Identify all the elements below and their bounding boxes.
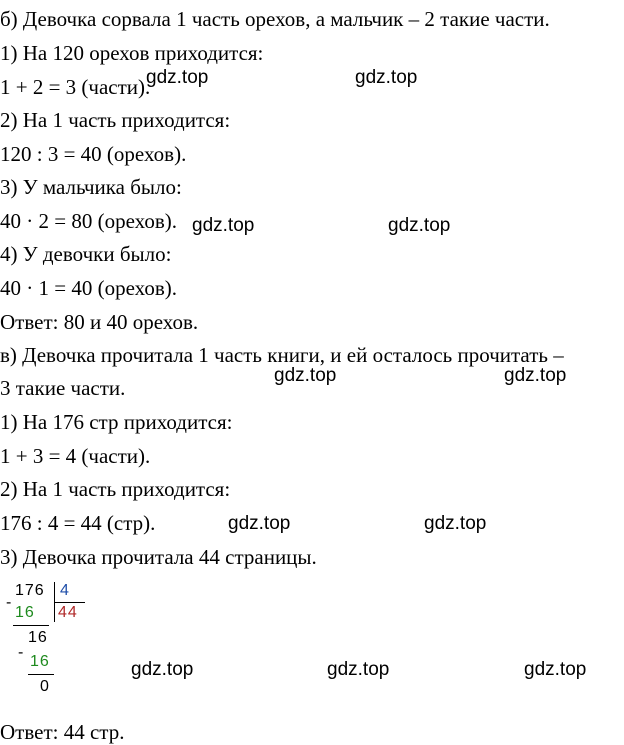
division-underline-2 [28, 674, 54, 675]
division-quotient: 44 [58, 604, 78, 621]
watermark: gdz.top [131, 659, 194, 680]
step-b-1-heading: 1) На 120 орехов приходится: [0, 41, 264, 65]
answer-b-result: Ответ: 80 и 40 орехов. [0, 310, 199, 334]
watermark: gdz.top [146, 67, 209, 88]
watermark: gdz.top [524, 659, 587, 680]
answer-b-intro: б) Девочка сорвала 1 часть орехов, а мальчик – 2 такие части. [0, 7, 550, 31]
answer-v-intro: в) Девочка прочитала 1 часть книги, и ей осталось прочитать – [0, 343, 564, 367]
division-subtract-1: 16 [15, 604, 35, 621]
division-underline-1 [13, 625, 49, 626]
step-v-1-expression: 1 + 3 = 4 (части). [0, 444, 151, 468]
division-final-remainder: 0 [40, 678, 50, 695]
answer-v-result: Ответ: 44 стр. [0, 720, 125, 744]
step-b-4-expression: 40 · 1 = 40 (орехов). [0, 276, 177, 300]
step-b-4-heading: 4) У девочки было: [0, 242, 172, 266]
long-division [0, 580, 110, 702]
division-dividend: 176 [15, 582, 45, 599]
step-b-2-expression: 120 : 3 = 40 (орехов). [0, 142, 187, 166]
watermark: gdz.top [424, 513, 487, 534]
division-divisor-underline [55, 602, 85, 603]
division-divisor: 4 [60, 582, 70, 599]
step-b-3-expression: 40 · 2 = 80 (орехов). [0, 209, 177, 233]
step-v-3-heading: 3) Девочка прочитала 44 страницы. [0, 545, 317, 569]
step-b-2-heading: 2) На 1 часть приходится: [0, 108, 231, 132]
step-v-1-heading: 1) На 176 стр приходится: [0, 410, 233, 434]
watermark: gdz.top [327, 659, 390, 680]
step-b-3-heading: 3) У мальчика было: [0, 175, 182, 199]
answer-v-intro-continued: 3 такие части. [0, 376, 126, 400]
watermark: gdz.top [228, 513, 291, 534]
step-b-1-expression: 1 + 2 = 3 (части). [0, 75, 151, 99]
watermark: gdz.top [192, 215, 255, 236]
step-v-2-heading: 2) На 1 часть приходится: [0, 477, 231, 501]
watermark: gdz.top [388, 215, 451, 236]
watermark: gdz.top [504, 365, 567, 386]
watermark: gdz.top [355, 67, 418, 88]
division-remainder-1: 16 [28, 629, 48, 646]
division-minus-sign-2: - [18, 644, 25, 661]
step-v-2-expression: 176 : 4 = 44 (стр). [0, 511, 156, 535]
division-subtract-2: 16 [30, 653, 50, 670]
watermark: gdz.top [274, 365, 337, 386]
division-minus-sign-1: - [6, 594, 13, 611]
